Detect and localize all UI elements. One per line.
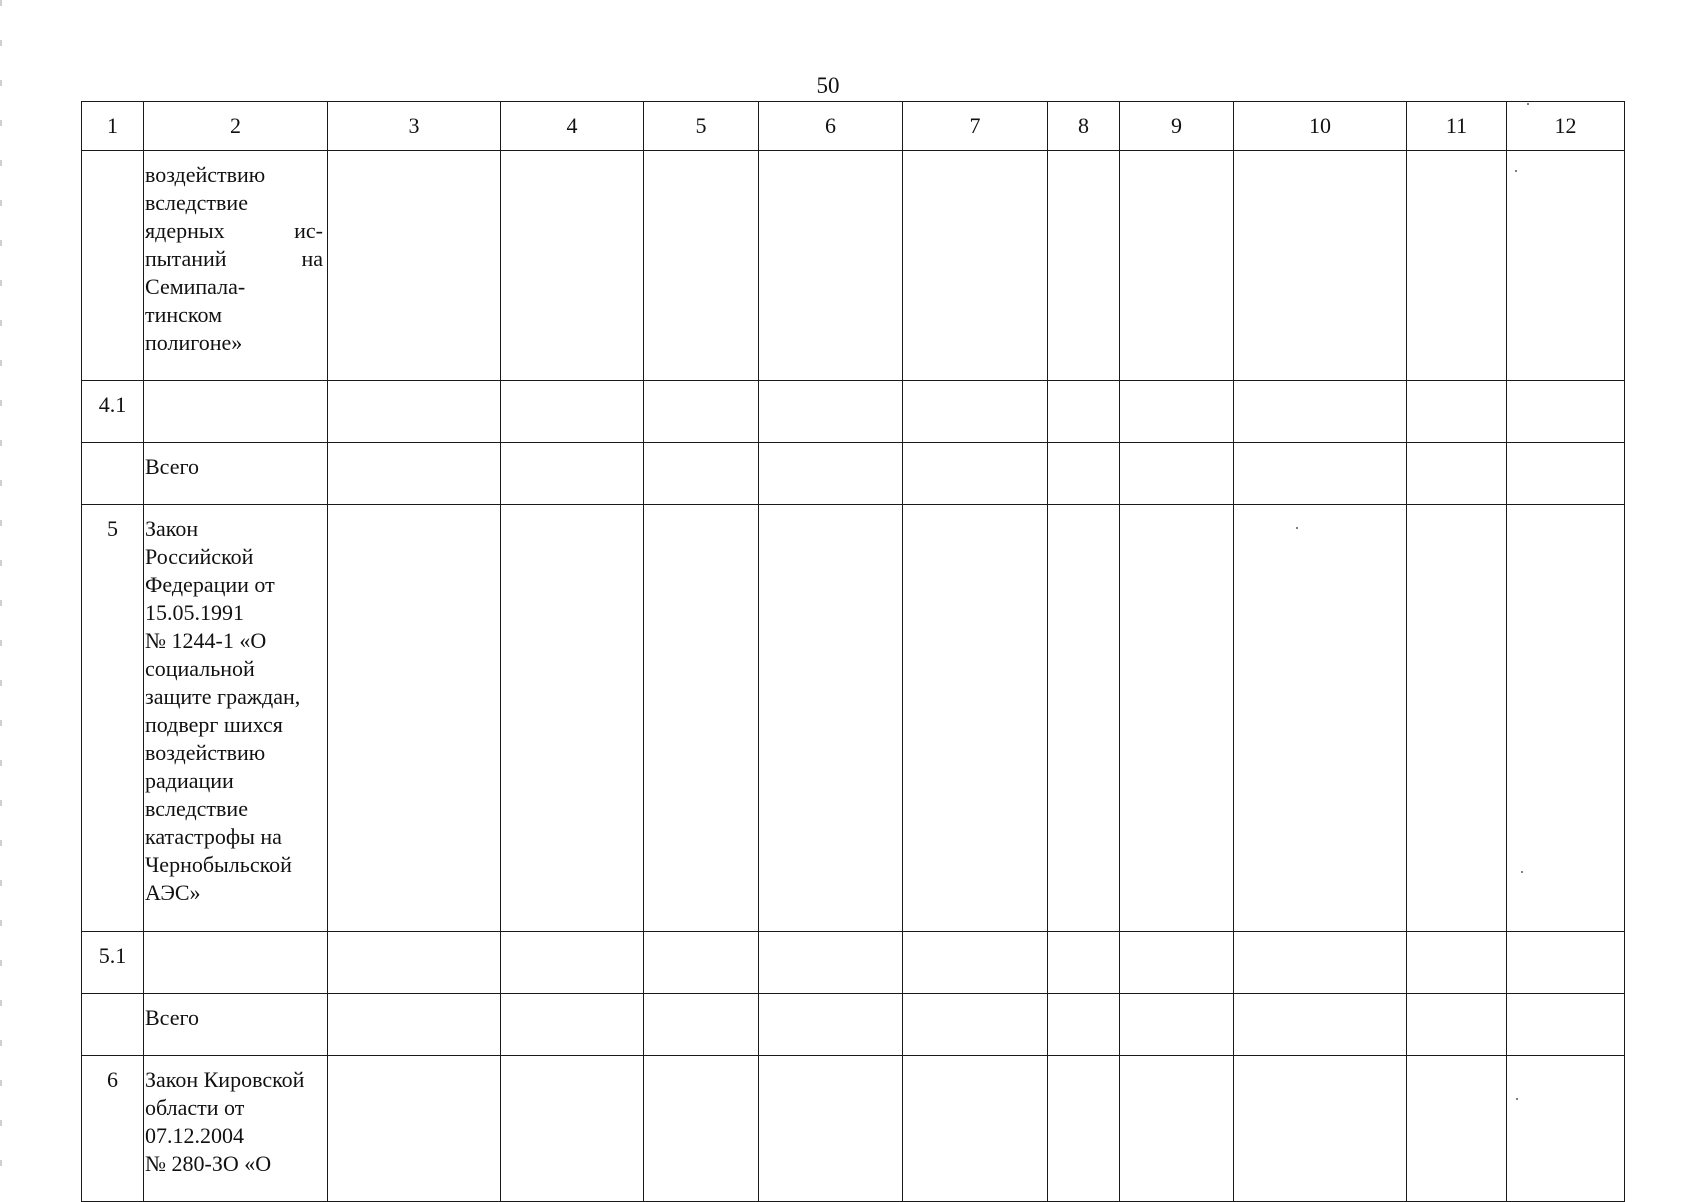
scan-speck [1296,527,1298,529]
table-cell [1407,381,1507,443]
row-name-cell [144,443,328,505]
table-cell [1234,381,1407,443]
table-cell [1407,932,1507,994]
table-cell [759,151,903,381]
row-name-line: области от [145,1095,245,1120]
table-row [82,381,1625,443]
table-cell [328,151,501,381]
row-name-line: катастрофы на [145,824,282,849]
table-cell [903,443,1048,505]
row-name-line: радиации [145,768,234,793]
row-name-line: АЭС» [145,880,201,905]
table-cell [903,1056,1048,1202]
row-name-line: полигоне» [145,330,243,355]
table-cell [903,151,1048,381]
column-header: 3 [328,102,501,151]
column-header: 11 [1407,102,1507,151]
table-cell [1407,151,1507,381]
table-row [82,151,1625,381]
table-cell [1048,151,1120,381]
table-cell [759,505,903,932]
table-row [82,443,1625,505]
table-cell [1407,994,1507,1056]
table-cell [1507,151,1625,381]
row-name-line: воздействию [145,740,266,765]
table-cell [1234,151,1407,381]
row-name-line: защите граждан, [145,684,301,709]
table-cell [501,505,644,932]
table-cell [501,151,644,381]
header-row [82,102,1625,151]
row-number [82,151,144,381]
scan-speck [1515,170,1517,172]
table-cell [759,932,903,994]
table-cell [759,1056,903,1202]
table-cell [644,932,759,994]
table-row [82,932,1625,994]
table-cell [903,505,1048,932]
table-cell [1234,994,1407,1056]
table-cell [1234,443,1407,505]
row-name-line: Чернобыльской [145,852,292,877]
row-name-line: вследствие [145,190,248,215]
table-cell [1048,505,1120,932]
table-row [82,994,1625,1056]
table-row [82,1056,1625,1202]
table-cell [759,994,903,1056]
table-cell [644,381,759,443]
column-header: 9 [1120,102,1234,151]
table-cell [501,443,644,505]
row-name-line: Федерации от [145,572,275,597]
table-cell [328,381,501,443]
table-cell [1507,505,1625,932]
table-cell [903,932,1048,994]
column-header: 8 [1048,102,1120,151]
row-name-line: Российской [145,544,254,569]
table-cell [1120,505,1234,932]
row-name-cell [144,932,328,994]
table-cell [328,994,501,1056]
table-cell [1507,381,1625,443]
table-cell [1048,994,1120,1056]
table-cell [644,443,759,505]
table-cell [328,1056,501,1202]
column-header: 5 [644,102,759,151]
table-cell [1507,443,1625,505]
column-header: 12 [1507,102,1625,151]
table-cell [759,381,903,443]
table-cell [644,505,759,932]
table-cell [1507,932,1625,994]
table-cell [1120,932,1234,994]
table-cell [1048,1056,1120,1202]
row-number: 4.1 [82,381,144,443]
row-name-line: подверг шихся [145,712,283,737]
column-header: 10 [1234,102,1407,151]
table-cell [644,151,759,381]
column-header: 7 [903,102,1048,151]
row-number [82,443,144,505]
row-number [82,994,144,1056]
row-name-line: воздействию [145,162,266,187]
row-name-cell [144,505,328,932]
table-cell [1120,994,1234,1056]
table-cell [1120,1056,1234,1202]
row-name-line: № 1244-1 «О [145,628,267,653]
scan-speck [1527,103,1529,105]
column-header: 1 [82,102,144,151]
table-cell [1234,1056,1407,1202]
table-cell [903,381,1048,443]
row-name-line: Закон [145,516,199,541]
row-number: 6 [82,1056,144,1202]
table-cell [1120,381,1234,443]
table-cell [1234,932,1407,994]
table-row [82,505,1625,932]
row-name-cell [144,151,328,381]
table-cell [1407,443,1507,505]
row-name-line: тинском [145,302,222,327]
table-cell [1407,505,1507,932]
table-cell [759,443,903,505]
row-name-line: № 280-ЗО «О [145,1151,272,1176]
column-header: 6 [759,102,903,151]
table-cell [1407,1056,1507,1202]
table-cell [1048,381,1120,443]
row-name-line: ядерных ис- [145,218,323,243]
table-cell [501,994,644,1056]
data-table [81,101,1625,1202]
table-cell [1507,1056,1625,1202]
table-cell [501,1056,644,1202]
table-cell [501,381,644,443]
row-number: 5.1 [82,932,144,994]
column-header: 4 [501,102,644,151]
table-cell [1048,443,1120,505]
table-cell [644,994,759,1056]
table-cell [644,1056,759,1202]
table-cell [1120,151,1234,381]
row-name-line: социальной [145,656,255,681]
table-cell [1048,932,1120,994]
column-header: 2 [144,102,328,151]
scan-edge-artifact [0,0,2,1200]
scan-speck [1521,871,1523,873]
row-name-line: 07.12.2004 [145,1123,244,1148]
row-name-line: Закон Кировской [145,1067,305,1092]
table-cell [1120,443,1234,505]
table-cell [1507,994,1625,1056]
row-name-line: 15.05.1991 [145,600,244,625]
row-number: 5 [82,505,144,932]
table-cell [501,932,644,994]
scan-speck [1516,1098,1518,1100]
row-name-cell [144,1056,328,1202]
row-name-line: Семипала- [145,274,246,299]
table-cell [328,443,501,505]
row-name-cell [144,381,328,443]
table-cell [903,994,1048,1056]
row-name-line: Всего [145,454,199,479]
row-name-line: пытаний на [145,246,323,271]
row-name-cell [144,994,328,1056]
table-cell [328,505,501,932]
table-cell [328,932,501,994]
row-name-line: Всего [145,1005,199,1030]
row-name-line: вследствие [145,796,248,821]
page-number: 50 [816,73,840,98]
table-cell [1234,505,1407,932]
